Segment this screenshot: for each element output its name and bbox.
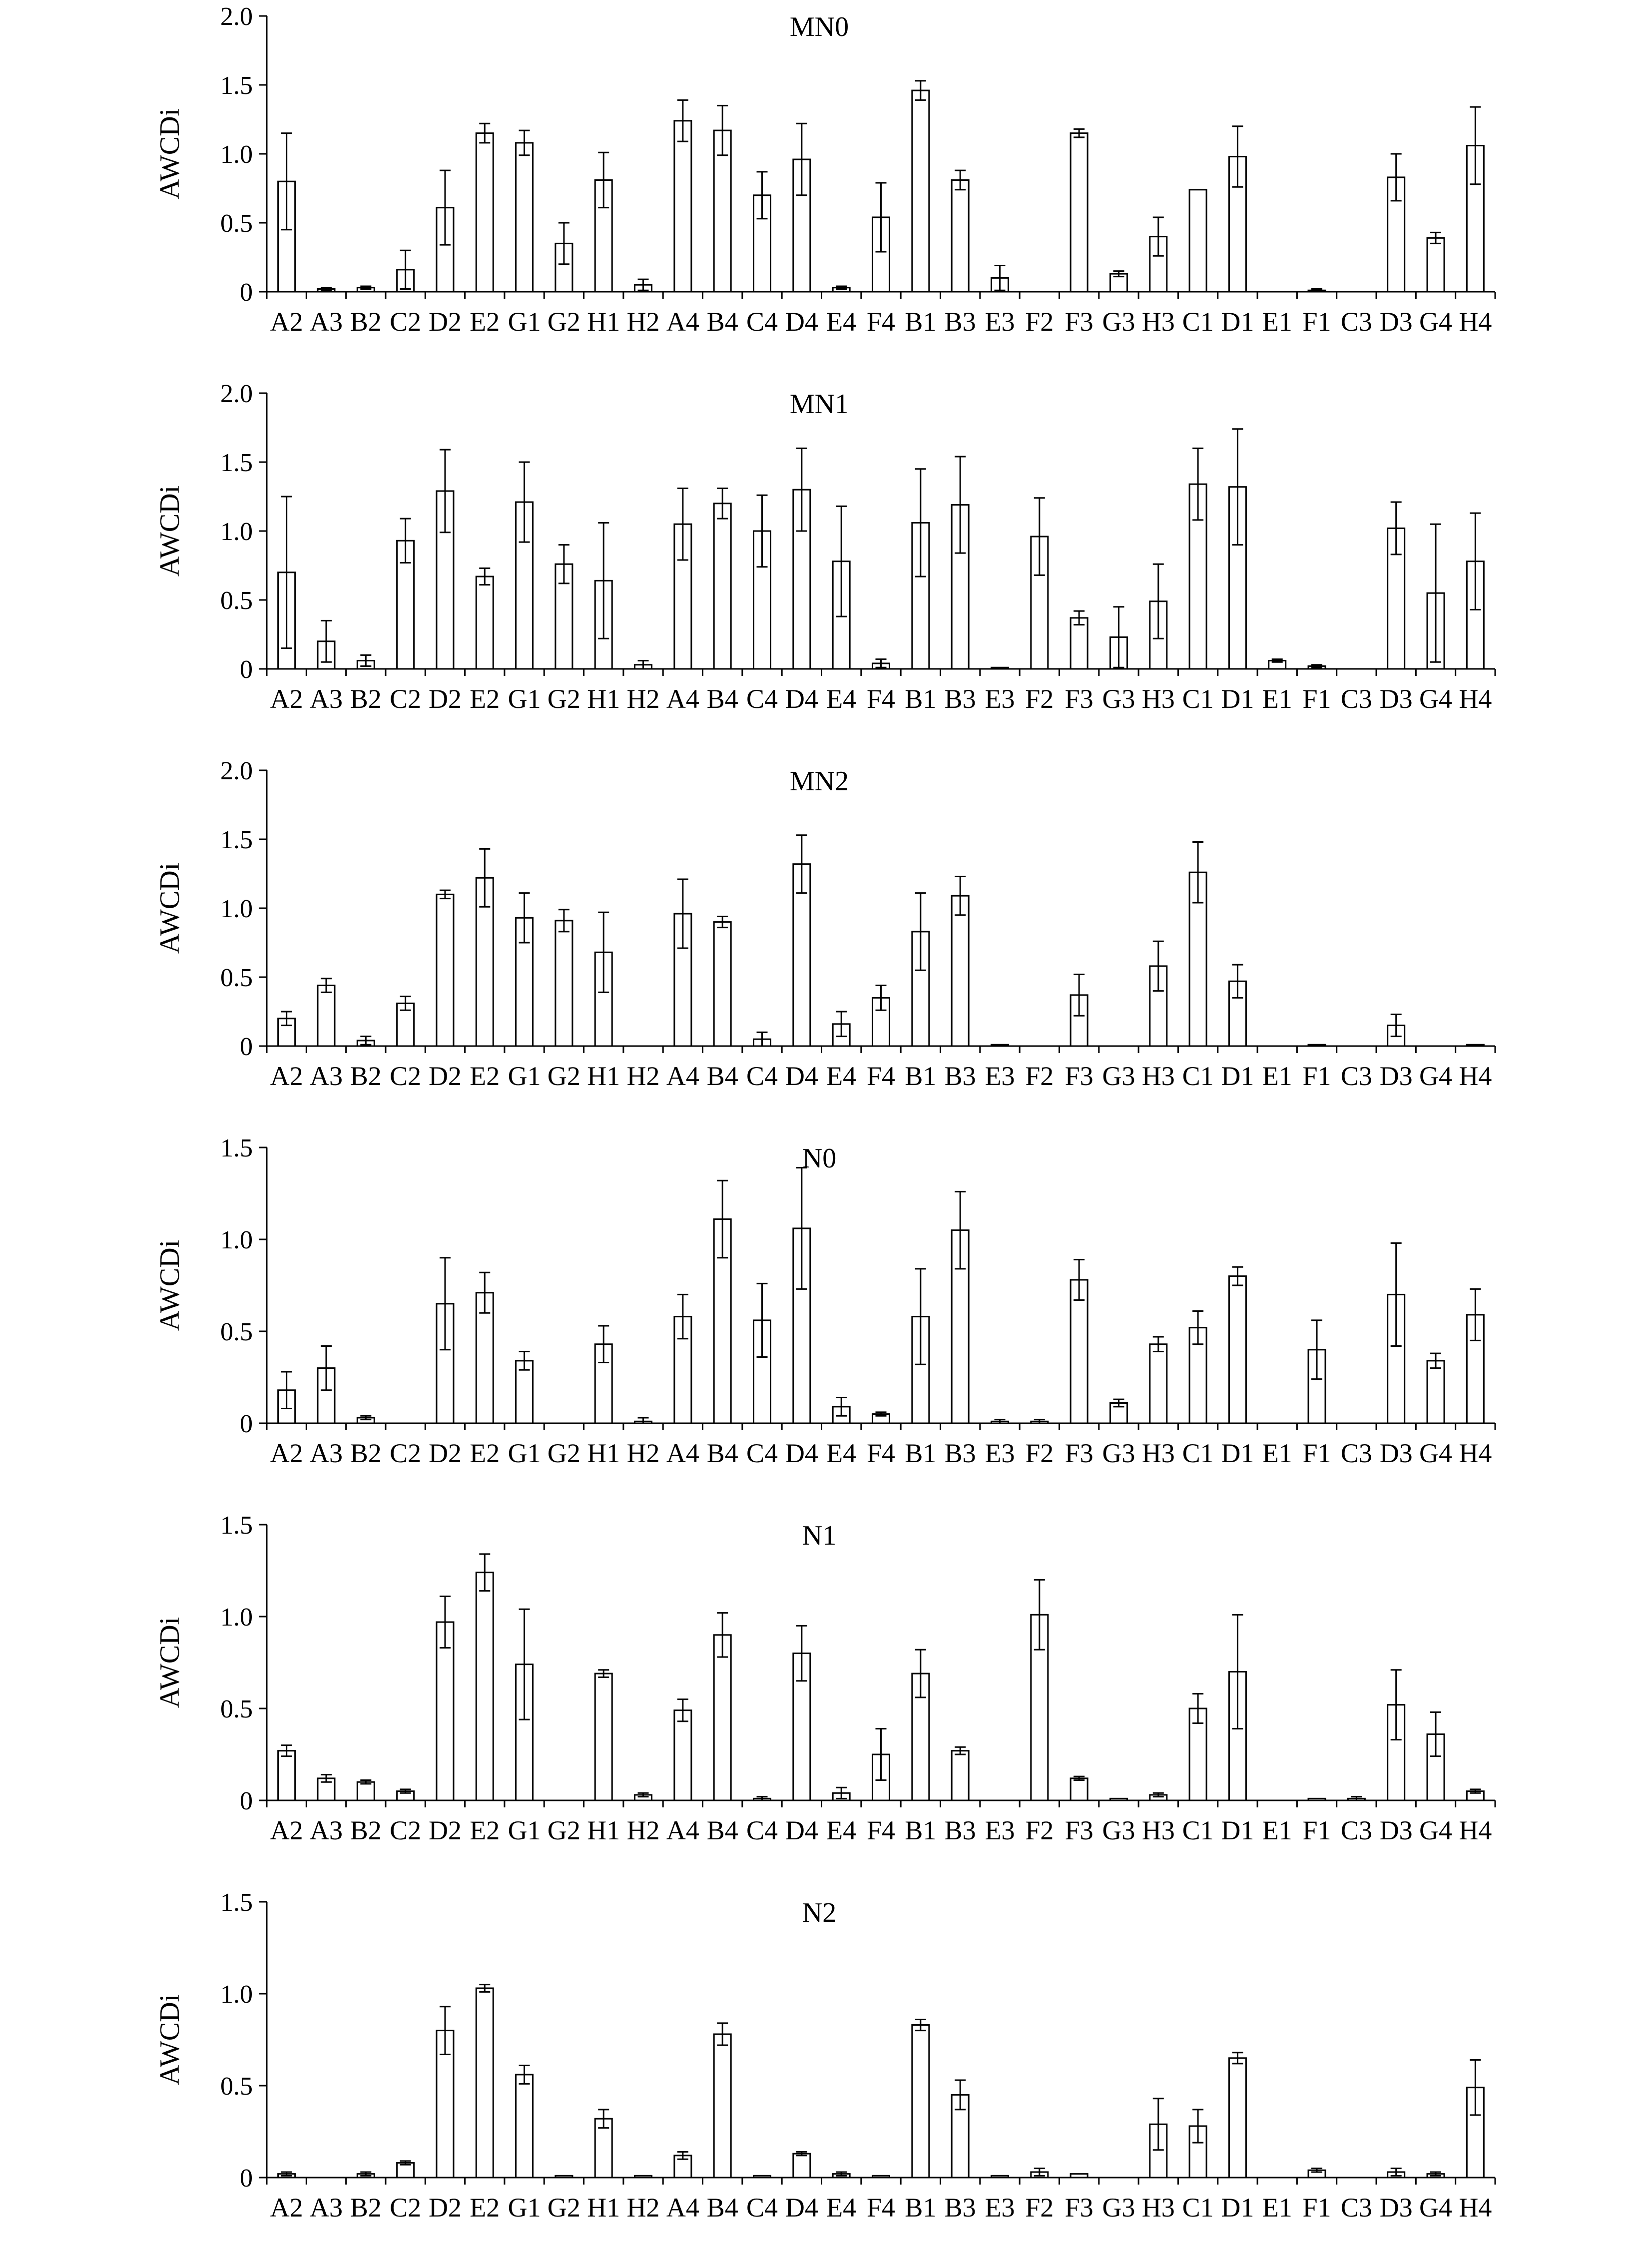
x-tick-label: H2 <box>626 1815 660 1845</box>
y-axis-label: AWCDi <box>154 1994 185 2086</box>
x-tick-label: H3 <box>1141 1815 1175 1845</box>
y-axis-label: AWCDi <box>154 1617 185 1708</box>
x-tick-label: A2 <box>270 2193 303 2223</box>
y-tick-label: 0 <box>240 1410 253 1438</box>
x-tick-label: D1 <box>1221 1815 1254 1845</box>
x-tick-label: G2 <box>547 1061 580 1091</box>
x-tick-label: D1 <box>1221 1438 1254 1468</box>
x-tick-label: C3 <box>1340 307 1372 337</box>
x-tick-label: C1 <box>1182 1061 1214 1091</box>
x-tick-label: C2 <box>390 1815 422 1845</box>
bar-E3 <box>991 2176 1008 2178</box>
x-tick-label: H1 <box>587 307 620 337</box>
y-tick-label: 1.5 <box>220 71 253 100</box>
x-tick-label: G3 <box>1102 684 1135 714</box>
x-tick-label: G4 <box>1419 307 1453 337</box>
bar-E3 <box>991 1045 1008 1046</box>
x-tick-label: F2 <box>1025 684 1054 714</box>
bar-D2 <box>437 1622 454 1800</box>
x-tick-label: D4 <box>785 307 818 337</box>
bar-B3 <box>952 180 969 292</box>
bar-H3 <box>1150 1344 1167 1423</box>
x-tick-label: E3 <box>985 2193 1015 2223</box>
bar-H1 <box>595 1674 612 1800</box>
y-tick-label: 2.0 <box>220 757 253 785</box>
x-tick-label: A3 <box>309 307 343 337</box>
x-tick-label: E3 <box>985 1438 1015 1468</box>
bar-G1 <box>516 2075 533 2178</box>
chart-title-mn1: MN1 <box>789 389 849 420</box>
x-tick-label: B3 <box>944 307 976 337</box>
x-tick-label: F4 <box>866 1061 896 1091</box>
x-tick-label: E2 <box>470 684 500 714</box>
x-tick-label: F2 <box>1025 1438 1054 1468</box>
x-tick-label: B2 <box>350 307 382 337</box>
x-tick-label: B3 <box>944 1061 976 1091</box>
x-tick-label: E1 <box>1262 2193 1292 2223</box>
x-tick-label: E2 <box>470 1438 500 1468</box>
x-tick-label: E2 <box>470 307 500 337</box>
bar-G4 <box>1427 1361 1444 1423</box>
x-tick-label: E3 <box>985 1815 1015 1845</box>
x-tick-label: D1 <box>1221 1061 1254 1091</box>
x-tick-label: A2 <box>270 684 303 714</box>
bar-B3 <box>952 1751 969 1800</box>
y-tick-label: 0 <box>240 1033 253 1061</box>
chart-title-mn0: MN0 <box>789 11 849 42</box>
x-tick-label: G2 <box>547 684 580 714</box>
x-tick-label: F1 <box>1302 2193 1331 2223</box>
x-tick-label: E4 <box>826 1438 857 1468</box>
x-tick-label: F4 <box>866 1438 896 1468</box>
x-tick-label: E1 <box>1262 684 1292 714</box>
bar-B2 <box>357 1782 374 1800</box>
x-tick-label: C4 <box>746 684 778 714</box>
x-tick-label: C2 <box>390 1438 422 1468</box>
chart-title-n1: N1 <box>802 1520 837 1551</box>
x-tick-label: B4 <box>706 307 738 337</box>
x-tick-label: B3 <box>944 1815 976 1845</box>
x-tick-label: F1 <box>1302 684 1331 714</box>
x-tick-label: H1 <box>587 1815 620 1845</box>
x-tick-label: C3 <box>1340 2193 1372 2223</box>
y-tick-label: 1.0 <box>220 1980 253 2009</box>
x-tick-label: G3 <box>1102 307 1135 337</box>
y-tick-label: 1.0 <box>220 1603 253 1632</box>
x-tick-label: F4 <box>866 684 896 714</box>
bar-D2 <box>437 894 454 1046</box>
x-tick-label: D1 <box>1221 307 1254 337</box>
bar-C1 <box>1189 190 1206 292</box>
x-tick-label: C2 <box>390 2193 422 2223</box>
bar-F3 <box>1071 1778 1088 1800</box>
x-tick-label: G1 <box>508 1815 541 1845</box>
x-tick-label: H2 <box>626 1061 660 1091</box>
bar-F4 <box>873 2176 890 2178</box>
bar-A3 <box>318 986 335 1046</box>
x-tick-label: G1 <box>508 307 541 337</box>
x-tick-label: C4 <box>746 1438 778 1468</box>
x-tick-label: G4 <box>1419 1061 1453 1091</box>
x-tick-label: E3 <box>985 684 1015 714</box>
x-tick-label: C4 <box>746 1815 778 1845</box>
x-tick-label: G1 <box>508 1438 541 1468</box>
y-tick-label: 1.0 <box>220 895 253 923</box>
bar-B4 <box>714 504 731 669</box>
x-tick-label: B1 <box>905 1438 937 1468</box>
x-tick-label: C1 <box>1182 1815 1214 1845</box>
x-tick-label: E4 <box>826 307 857 337</box>
x-tick-label: B2 <box>350 1438 382 1468</box>
y-axis-label: AWCDi <box>154 862 185 954</box>
x-tick-label: D4 <box>785 2193 818 2223</box>
x-tick-label: A3 <box>309 1061 343 1091</box>
x-tick-label: D1 <box>1221 2193 1254 2223</box>
x-tick-label: C3 <box>1340 1438 1372 1468</box>
y-tick-label: 0 <box>240 2164 253 2193</box>
y-tick-label: 0 <box>240 1787 253 1815</box>
x-tick-label: F1 <box>1302 1815 1331 1845</box>
bar-A4 <box>674 1710 691 1800</box>
x-tick-label: G2 <box>547 2193 580 2223</box>
bar-D4 <box>793 2154 810 2178</box>
x-tick-label: G2 <box>547 1438 580 1468</box>
y-tick-label: 1.5 <box>220 449 253 477</box>
x-tick-label: C4 <box>746 2193 778 2223</box>
x-tick-label: F4 <box>866 2193 896 2223</box>
chart-title-n2: N2 <box>802 1897 837 1928</box>
x-tick-label: D4 <box>785 1815 818 1845</box>
y-tick-label: 2.0 <box>220 2 253 31</box>
x-tick-label: H4 <box>1459 684 1492 714</box>
x-tick-label: F2 <box>1025 2193 1054 2223</box>
x-tick-label: G1 <box>508 2193 541 2223</box>
x-tick-label: A2 <box>270 307 303 337</box>
bar-G1 <box>516 143 533 292</box>
bar-A4 <box>674 121 691 292</box>
x-tick-label: G3 <box>1102 1815 1135 1845</box>
bar-F1 <box>1308 1798 1325 1800</box>
y-tick-label: 0.5 <box>220 586 253 615</box>
y-tick-label: 1.0 <box>220 518 253 546</box>
x-tick-label: A3 <box>309 1438 343 1468</box>
bar-D1 <box>1229 1276 1246 1423</box>
x-tick-label: F2 <box>1025 307 1054 337</box>
x-tick-label: B1 <box>905 307 937 337</box>
bar-E2 <box>476 133 493 292</box>
x-tick-label: D2 <box>428 1815 462 1845</box>
x-tick-label: A2 <box>270 1061 303 1091</box>
y-tick-label: 0.5 <box>220 2072 253 2101</box>
x-tick-label: C3 <box>1340 1815 1372 1845</box>
bar-F3 <box>1071 133 1088 292</box>
x-tick-label: C1 <box>1182 1438 1214 1468</box>
x-tick-label: G4 <box>1419 2193 1453 2223</box>
x-tick-label: B2 <box>350 684 382 714</box>
x-tick-label: D2 <box>428 684 462 714</box>
x-tick-label: D2 <box>428 1438 462 1468</box>
x-tick-label: E2 <box>470 2193 500 2223</box>
x-tick-label: E4 <box>826 1061 857 1091</box>
x-tick-label: D3 <box>1379 307 1413 337</box>
x-tick-label: B3 <box>944 684 976 714</box>
x-tick-label: C1 <box>1182 2193 1214 2223</box>
x-tick-label: H2 <box>626 1438 660 1468</box>
x-tick-label: F4 <box>866 307 896 337</box>
x-tick-label: H3 <box>1141 1438 1175 1468</box>
bar-B1 <box>912 90 929 292</box>
x-tick-label: G3 <box>1102 2193 1135 2223</box>
x-tick-label: B2 <box>350 2193 382 2223</box>
bar-E2 <box>476 576 493 669</box>
x-tick-label: A4 <box>666 307 699 337</box>
x-tick-label: B1 <box>905 1061 937 1091</box>
x-tick-label: A4 <box>666 1815 699 1845</box>
x-tick-label: E1 <box>1262 1815 1292 1845</box>
x-tick-label: B1 <box>905 2193 937 2223</box>
x-tick-label: A4 <box>666 684 699 714</box>
bar-G2 <box>555 921 572 1046</box>
x-tick-label: G4 <box>1419 1815 1453 1845</box>
bar-C4 <box>754 2176 771 2178</box>
x-tick-label: C2 <box>390 307 422 337</box>
x-tick-label: F1 <box>1302 307 1331 337</box>
x-tick-label: B2 <box>350 1061 382 1091</box>
x-tick-label: H4 <box>1459 1815 1492 1845</box>
x-tick-label: D2 <box>428 307 462 337</box>
x-tick-label: H4 <box>1459 307 1492 337</box>
x-tick-label: C3 <box>1340 684 1372 714</box>
x-tick-label: A4 <box>666 1438 699 1468</box>
x-tick-label: F3 <box>1065 1438 1094 1468</box>
x-tick-label: G1 <box>508 1061 541 1091</box>
x-tick-label: G4 <box>1419 684 1453 714</box>
y-tick-label: 1.5 <box>220 1134 253 1162</box>
x-tick-label: D3 <box>1379 1815 1413 1845</box>
x-tick-label: D3 <box>1379 1438 1413 1468</box>
x-tick-label: B4 <box>706 684 738 714</box>
x-tick-label: B4 <box>706 1061 738 1091</box>
chart-title-n0: N0 <box>802 1143 837 1174</box>
x-tick-label: D2 <box>428 1061 462 1091</box>
chart-title-mn2: MN2 <box>789 766 849 797</box>
x-tick-label: F1 <box>1302 1438 1331 1468</box>
y-tick-label: 2.0 <box>220 380 253 408</box>
x-tick-label: H1 <box>587 1438 620 1468</box>
bar-F3 <box>1071 618 1088 669</box>
y-axis-label: AWCDi <box>154 485 185 577</box>
x-tick-label: D3 <box>1379 1061 1413 1091</box>
x-tick-label: G4 <box>1419 1438 1453 1468</box>
x-tick-label: F2 <box>1025 1061 1054 1091</box>
x-tick-label: B3 <box>944 2193 976 2223</box>
bar-F1 <box>1308 1045 1325 1046</box>
x-tick-label: A2 <box>270 1815 303 1845</box>
x-tick-label: H3 <box>1141 684 1175 714</box>
x-tick-label: F3 <box>1065 2193 1094 2223</box>
x-tick-label: G2 <box>547 307 580 337</box>
x-tick-label: F1 <box>1302 1061 1331 1091</box>
x-tick-label: H4 <box>1459 1061 1492 1091</box>
x-tick-label: C4 <box>746 1061 778 1091</box>
x-tick-label: C2 <box>390 1061 422 1091</box>
bar-G3 <box>1110 1798 1127 1800</box>
y-tick-label: 0.5 <box>220 1318 253 1346</box>
x-tick-label: C3 <box>1340 1061 1372 1091</box>
bar-G4 <box>1427 238 1444 292</box>
x-tick-label: D3 <box>1379 684 1413 714</box>
x-tick-label: E4 <box>826 1815 857 1845</box>
x-tick-label: B1 <box>905 1815 937 1845</box>
bar-F3 <box>1071 1280 1088 1423</box>
x-tick-label: H4 <box>1459 2193 1492 2223</box>
x-tick-label: F2 <box>1025 1815 1054 1845</box>
x-tick-label: D4 <box>785 684 818 714</box>
bar-B4 <box>714 2034 731 2178</box>
x-tick-label: G2 <box>547 1815 580 1845</box>
x-tick-label: B4 <box>706 1438 738 1468</box>
x-tick-label: F3 <box>1065 1061 1094 1091</box>
y-tick-label: 0.5 <box>220 964 253 992</box>
x-tick-label: F3 <box>1065 1815 1094 1845</box>
bar-B3 <box>952 896 969 1046</box>
x-tick-label: E1 <box>1262 1438 1292 1468</box>
x-tick-label: H1 <box>587 2193 620 2223</box>
x-tick-label: H3 <box>1141 2193 1175 2223</box>
bar-B1 <box>912 2025 929 2178</box>
x-tick-label: E1 <box>1262 1061 1292 1091</box>
x-tick-label: H4 <box>1459 1438 1492 1468</box>
x-tick-label: C1 <box>1182 684 1214 714</box>
x-tick-label: C1 <box>1182 307 1214 337</box>
bar-H2 <box>635 2176 652 2178</box>
x-tick-label: D1 <box>1221 684 1254 714</box>
bar-B4 <box>714 922 731 1046</box>
bar-B4 <box>714 1635 731 1800</box>
y-tick-label: 0 <box>240 655 253 684</box>
x-tick-label: G3 <box>1102 1438 1135 1468</box>
x-tick-label: H3 <box>1141 1061 1175 1091</box>
x-tick-label: A4 <box>666 2193 699 2223</box>
x-tick-label: B1 <box>905 684 937 714</box>
y-axis-label: AWCDi <box>154 1239 185 1331</box>
x-tick-label: B4 <box>706 2193 738 2223</box>
x-tick-label: E3 <box>985 1061 1015 1091</box>
x-tick-label: A3 <box>309 684 343 714</box>
x-tick-label: A4 <box>666 1061 699 1091</box>
x-tick-label: H2 <box>626 2193 660 2223</box>
x-tick-label: E1 <box>1262 307 1292 337</box>
x-tick-label: G3 <box>1102 1061 1135 1091</box>
bar-G2 <box>555 2176 572 2178</box>
y-axis-label: AWCDi <box>154 108 185 200</box>
y-tick-label: 0 <box>240 278 253 307</box>
bar-E2 <box>476 1988 493 2178</box>
x-tick-label: A3 <box>309 1815 343 1845</box>
x-tick-label: E2 <box>470 1061 500 1091</box>
y-tick-label: 0.5 <box>220 209 253 238</box>
y-tick-label: 1.0 <box>220 1226 253 1254</box>
bar-A2 <box>278 1751 295 1800</box>
x-tick-label: F4 <box>866 1815 896 1845</box>
x-tick-label: D4 <box>785 1061 818 1091</box>
x-tick-label: E3 <box>985 307 1015 337</box>
x-tick-label: H3 <box>1141 307 1175 337</box>
x-tick-label: D3 <box>1379 2193 1413 2223</box>
x-tick-label: C4 <box>746 307 778 337</box>
x-tick-label: B4 <box>706 1815 738 1845</box>
y-tick-label: 1.5 <box>220 826 253 854</box>
x-tick-label: F3 <box>1065 684 1094 714</box>
y-tick-label: 0.5 <box>220 1695 253 1723</box>
bar-D1 <box>1229 2058 1246 2178</box>
x-tick-label: H1 <box>587 1061 620 1091</box>
x-tick-label: D2 <box>428 2193 462 2223</box>
x-tick-label: H2 <box>626 307 660 337</box>
y-tick-label: 1.0 <box>220 140 253 169</box>
x-tick-label: B2 <box>350 1815 382 1845</box>
x-tick-label: G1 <box>508 684 541 714</box>
bar-E3 <box>991 667 1008 669</box>
x-tick-label: H2 <box>626 684 660 714</box>
y-tick-label: 1.5 <box>220 1888 253 1917</box>
x-tick-label: F3 <box>1065 307 1094 337</box>
x-tick-label: E4 <box>826 2193 857 2223</box>
x-tick-label: A3 <box>309 2193 343 2223</box>
x-tick-label: A2 <box>270 1438 303 1468</box>
x-tick-label: H1 <box>587 684 620 714</box>
bar-H4 <box>1467 1045 1484 1046</box>
x-tick-label: B3 <box>944 1438 976 1468</box>
x-tick-label: E2 <box>470 1815 500 1845</box>
bar-F3 <box>1071 2174 1088 2178</box>
bar-E2 <box>476 1573 493 1800</box>
x-tick-label: D4 <box>785 1438 818 1468</box>
y-tick-label: 1.5 <box>220 1511 253 1540</box>
x-tick-label: C2 <box>390 684 422 714</box>
x-tick-label: E4 <box>826 684 857 714</box>
